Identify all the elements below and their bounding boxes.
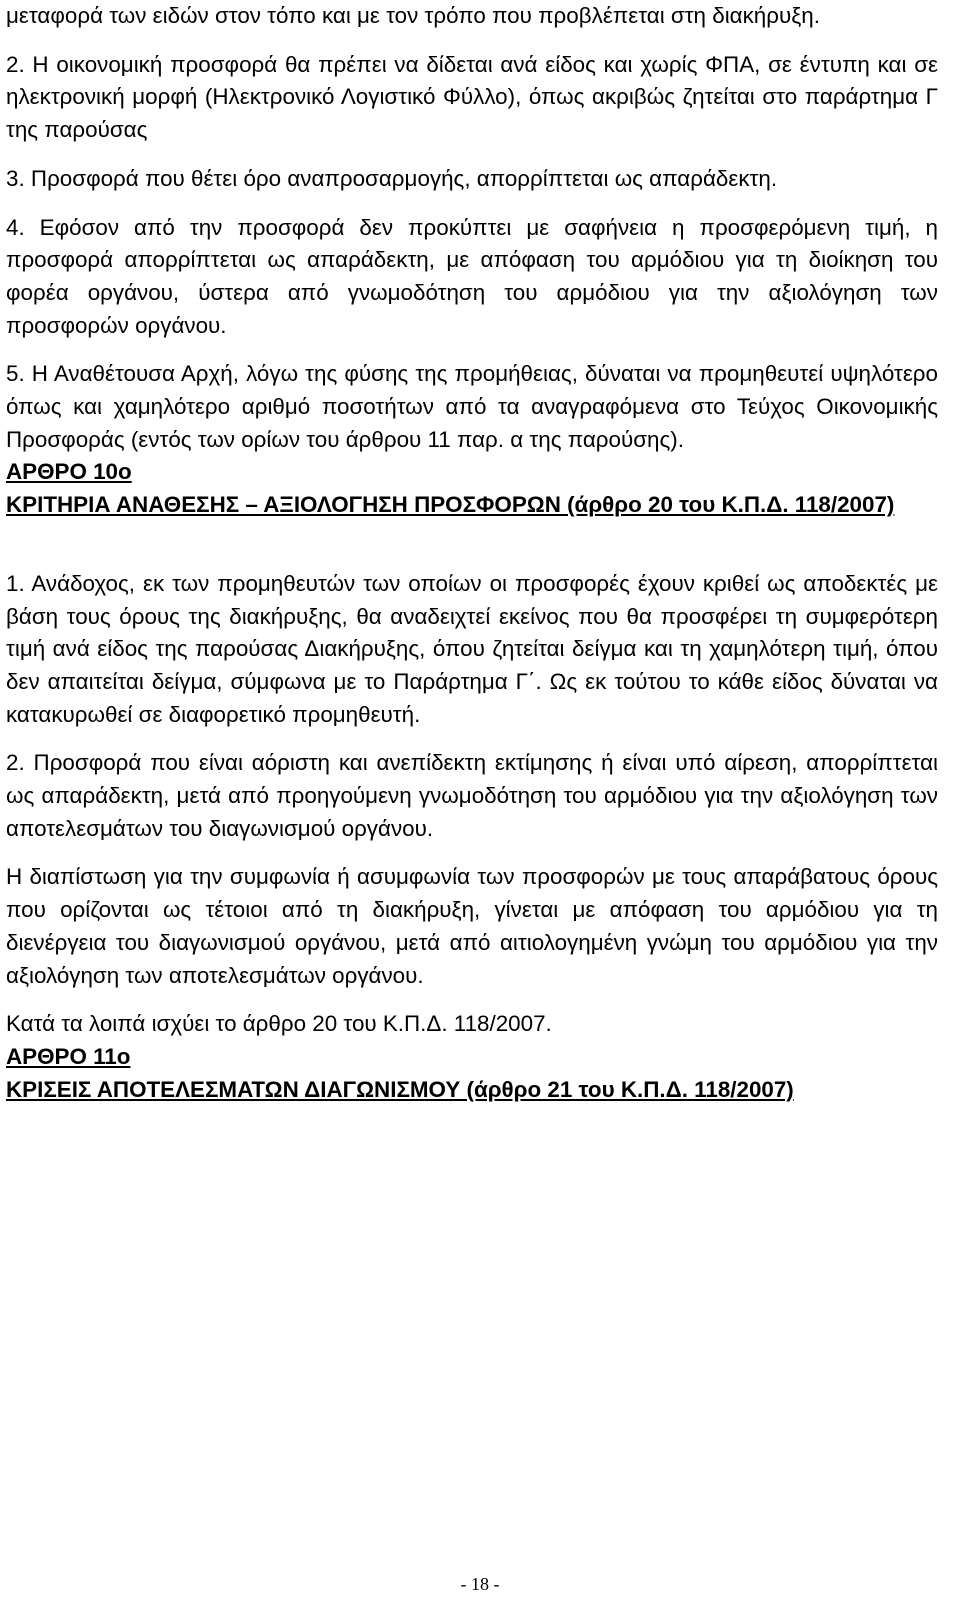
article11-heading: ΑΡΘΡΟ 11ο — [6, 1043, 131, 1069]
article10-paragraph-1: 1. Ανάδοχος, εκ των προμηθευτών των οποίων οι προσφορές έχουν κριθεί ως αποδεκτές με βάση τους όρους της διακήρυξης, θα αναδειχτεί εκείνος που θα προσφέρει τη συμφερότερη τιμή ανά είδος της παρούσας Διακήρυξης, όπου ζητείται δείγμα και τη χαμηλότερη τιμή, όπου δεν απαιτείται δείγμα, σύμφωνα με το Παράρτημα Γ΄. Ως εκ τούτου το κάθε είδος δύναται να κατακυρωθεί σε διαφορετικό προμηθευτή. — [6, 570, 938, 727]
document-page — [6, 0, 938, 1106]
article9-item-5: 5. Η Αναθέτουσα Αρχή, λόγω της φύσης της προμήθειας, δύναται να προμηθευτεί υψηλότερο όπως και χαμηλότερο αριθμό ποσοτήτων από τα αναγραφόμενα στο Τεύχος Οικονομικής Προσφοράς (εντός των ορίων του άρθρου 11 παρ. α της παρούσης). — [6, 361, 938, 452]
page-number: - 18 - — [460, 1574, 500, 1594]
intro-continuation: μεταφορά των ειδών στον τόπο και με τον τρόπο που προβλέπεται στη διακήρυξη. — [6, 3, 820, 28]
article9-item-3: 3. Προσφορά που θέτει όρο αναπροσαρμογής, απορρίπτεται ως απαράδεκτη. — [6, 165, 778, 191]
article11-subheading: ΚΡΙΣΕΙΣ ΑΠΟΤΕΛΕΣΜΑΤΩΝ ΔΙΑΓΩΝΙΣΜΟΥ (άρθρο 21 του Κ.Π.Δ. 118/2007) — [6, 1076, 794, 1102]
article10-heading: ΑΡΘΡΟ 10ο — [6, 459, 132, 485]
article9-item-4: 4. Εφόσον από την προσφορά δεν προκύπτει με σαφήνεια η προσφερόμενη τιμή, η προσφορά απορρίπτεται ως απαράδεκτη, με απόφαση του αρμόδιου για τη διοίκηση του φορέα οργάνου, ύστερα από γνωμοδότηση του αρμόδιου για την αξιολόγηση των προσφορών οργάνου. — [6, 214, 938, 338]
article10-paragraph-4: Κατά τα λοιπά ισχύει το άρθρο 20 του Κ.Π.Δ. 118/2007. — [6, 1011, 552, 1037]
article9-item-2: 2. Η οικονομική προσφορά θα πρέπει να δίδεται ανά είδος και χωρίς ΦΠΑ, σε έντυπη και σε ηλεκτρονική μορφή (Ηλεκτρονικό Λογιστικό Φύλλο), όπως ακριβώς ζητείται στο παράρτημα Γ της παρούσας — [6, 51, 938, 143]
article10-subheading: ΚΡΙΤΗΡΙΑ ΑΝΑΘΕΣΗΣ – ΑΞΙΟΛΟΓΗΣΗ ΠΡΟΣΦΟΡΩΝ (άρθρο 20 του Κ.Π.Δ. 118/2007) — [6, 492, 895, 518]
article10-paragraph-3: Η διαπίστωση για την συμφωνία ή ασυμφωνία των προσφορών με τους απαράβατους όρους που ορίζονται ως τέτοιοι από τη διακήρυξη, γίνεται με απόφαση του αρμόδιου για τη διενέργεια του διαγωνισμού οργάνου, μετά από αιτιολογημένη γνώμη του αρμόδιου για την αξιολόγηση των αποτελεσμάτων οργάνου. — [6, 864, 938, 988]
article10-paragraph-2: 2. Προσφορά που είναι αόριστη και ανεπίδεκτη εκτίμησης ή είναι υπό αίρεση, απορρίπτεται ως απαράδεκτη, μετά από προηγούμενη γνωμοδότηση του αρμόδιου για την αξιολόγηση των αποτελεσμάτων του διαγωνισμού οργάνου. — [6, 750, 938, 841]
